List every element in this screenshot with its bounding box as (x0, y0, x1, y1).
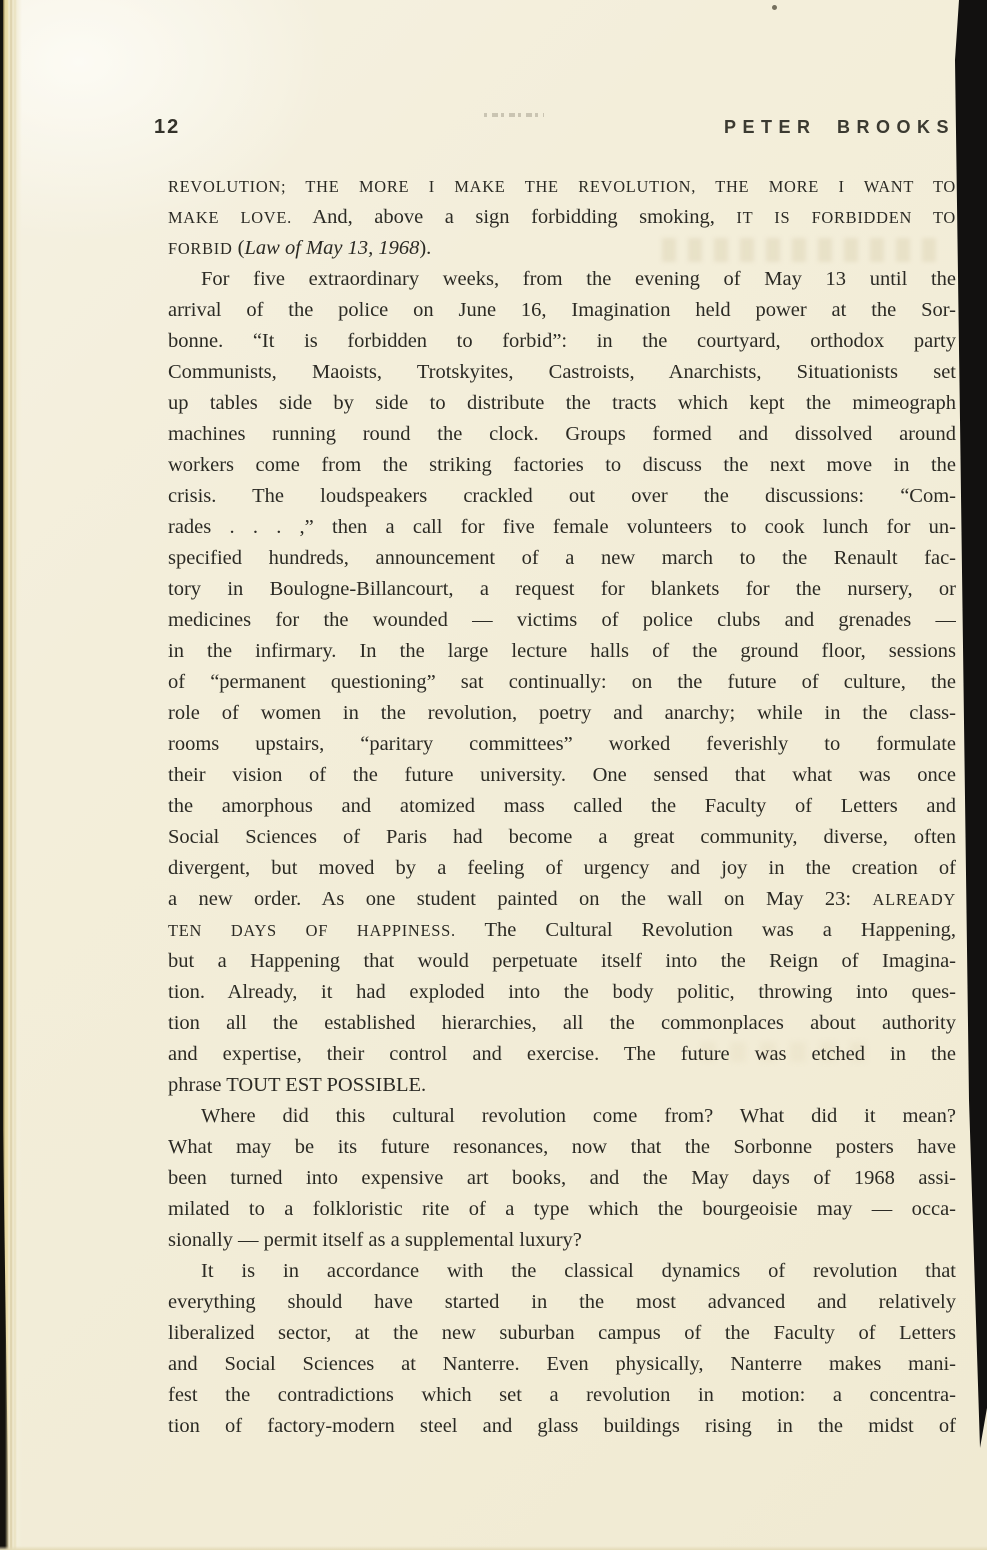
text-line (168, 450, 956, 481)
text-line (168, 1256, 956, 1287)
text-line (168, 1411, 956, 1442)
small-caps-segment: ALREADY (872, 890, 956, 909)
small-caps-segment: REVOLUTION; THE MORE I MAKE THE REVOLUTION, THE MORE I WANT TO (168, 177, 956, 196)
text-line (168, 512, 956, 543)
paragraph (168, 171, 956, 264)
text-segment: specified hundreds, announcement of a new march to the Renault fac- (168, 547, 956, 569)
text-line (168, 822, 956, 853)
text-segment: up tables side by side to distribute the tracts which kept the mimeograph (168, 392, 956, 414)
text-segment: Communists, Maoists, Trotskyites, Castroists, Anarchists, Situationists set (168, 361, 956, 383)
page-number: 12 (154, 116, 181, 138)
text-line (168, 543, 956, 574)
text-segment: role of women in the revolution, poetry and anarchy; while in the class- (168, 702, 956, 724)
text-line (168, 1008, 956, 1039)
text-segment: of “permanent questioning” sat continually: on the future of culture, the (168, 671, 956, 693)
text-line (168, 698, 956, 729)
text-line (168, 202, 956, 233)
text-segment: tion. Already, it had exploded into the body politic, throwing into ques- (168, 981, 956, 1003)
text-segment: been turned into expensive art books, and the May days of 1968 assi- (168, 1167, 956, 1189)
text-segment: Where did this cultural revolution come from? What did it mean? (201, 1105, 956, 1127)
text-line (168, 791, 956, 822)
text-segment: but a Happening that would perpetuate itself into the Reign of Imagina- (168, 950, 956, 972)
text-line (168, 667, 956, 698)
text-segment: milated to a folkloristic rite of a type which the bourgeoisie may — occa- (168, 1198, 956, 1220)
text-segment: What may be its future resonances, now that the Sorbonne posters have (168, 1136, 956, 1158)
text-line (168, 1225, 956, 1256)
text-line (168, 915, 956, 946)
text-line (168, 388, 956, 419)
text-segment: It is in accordance with the classical dynamics of revolution that (201, 1260, 956, 1282)
running-head-author: PETER BROOKS (723, 117, 955, 137)
italic-segment: Law of May 13, 1968 (244, 237, 420, 259)
text-line (168, 946, 956, 977)
text-line (168, 605, 956, 636)
text-segment: rooms upstairs, “paritary committees” worked feverishly to formulate (168, 733, 956, 755)
paragraph (168, 1256, 956, 1442)
text-segment: bonne. “It is forbidden to forbid”: in the courtyard, orthodox party (168, 330, 956, 352)
small-caps-segment: FORBID (168, 239, 233, 258)
small-caps-segment: IT IS FORBIDDEN TO (736, 208, 956, 227)
paragraph (168, 1101, 956, 1256)
text-line (168, 233, 956, 264)
text-segment: liberalized sector, at the new suburban campus of the Faculty of Letters (168, 1322, 956, 1344)
paragraph (168, 264, 956, 1101)
text-line (168, 1194, 956, 1225)
text-line (168, 729, 956, 760)
text-segment: tion of factory-modern steel and glass buildings rising in the midst of (168, 1415, 956, 1437)
text-segment: ). (419, 237, 432, 259)
text-line (168, 1163, 956, 1194)
text-line (168, 1380, 956, 1411)
text-segment: machines running round the clock. Groups formed and dissolved around (168, 423, 956, 445)
text-segment: divergent, but moved by a feeling of urgency and joy in the creation of (168, 857, 956, 879)
text-segment: their vision of the future university. One sensed that what was once (168, 764, 956, 786)
text-segment: the amorphous and atomized mass called the Faculty of Letters and (168, 795, 956, 817)
text-segment: in the infirmary. In the large lecture halls of the ground floor, sessions (168, 640, 956, 662)
text-segment: and Social Sciences at Nanterre. Even physically, Nanterre makes mani- (168, 1353, 956, 1375)
text-line (168, 760, 956, 791)
text-line (168, 326, 956, 357)
text-segment: fest the contradictions which set a revolution in motion: a concentra- (168, 1384, 956, 1406)
text-segment: tion all the established hierarchies, all the commonplaces about authority (168, 1012, 956, 1034)
text-line (168, 481, 956, 512)
text-line (168, 1101, 956, 1132)
text-line (168, 264, 956, 295)
text-line (168, 1070, 956, 1101)
text-line (168, 1349, 956, 1380)
text-line (168, 977, 956, 1008)
text-segment: arrival of the police on June 16, Imagination held power at the Sor- (168, 299, 956, 321)
text-line (168, 1132, 956, 1163)
small-caps-segment: MAKE LOVE. (168, 208, 292, 227)
text-line (168, 884, 956, 915)
text-segment: And, above a sign forbidding smoking, (291, 206, 737, 228)
text-segment: Social Sciences of Paris had become a great community, diverse, often (168, 826, 956, 848)
text-line (168, 636, 956, 667)
text-segment: everything should have started in the most advanced and relatively (168, 1291, 956, 1313)
text-segment: a new order. As one student painted on the wall on May 23: (168, 888, 873, 910)
text-line (168, 171, 956, 202)
text-block (168, 171, 956, 1442)
text-segment: rades . . . ,” then a call for five female volunteers to cook lunch for un- (168, 516, 956, 538)
text-segment: crisis. The loudspeakers crackled out over the discussions: “Com- (168, 485, 956, 507)
scan-bottom-edge (0, 1546, 987, 1550)
text-segment: and expertise, their control and exercise. The future was etched in the (168, 1043, 956, 1065)
text-line (168, 295, 956, 326)
text-segment: workers come from the striking factories to discuss the next move in the (168, 454, 956, 476)
text-line (168, 357, 956, 388)
text-line (168, 853, 956, 884)
text-segment: medicines for the wounded — victims of police clubs and grenades — (168, 609, 956, 631)
text-segment: ( (232, 237, 245, 259)
text-line (168, 1318, 956, 1349)
running-head (0, 116, 987, 140)
text-segment: phrase TOUT EST POSSIBLE. (168, 1074, 427, 1096)
text-segment: tory in Boulogne-Billancourt, a request for blankets for the nursery, or (168, 578, 956, 600)
text-segment: The Cultural Revolution was a Happening, (455, 919, 956, 941)
small-caps-segment: TEN DAYS OF HAPPINESS. (168, 921, 456, 940)
scan-speck (772, 5, 777, 10)
text-line (168, 1287, 956, 1318)
text-segment: For five extraordinary weeks, from the evening of May 13 until the (201, 268, 956, 290)
text-segment: sionally — permit itself as a supplemental luxury? (168, 1229, 582, 1251)
text-line (168, 574, 956, 605)
text-line (168, 419, 956, 450)
text-line (168, 1039, 956, 1070)
